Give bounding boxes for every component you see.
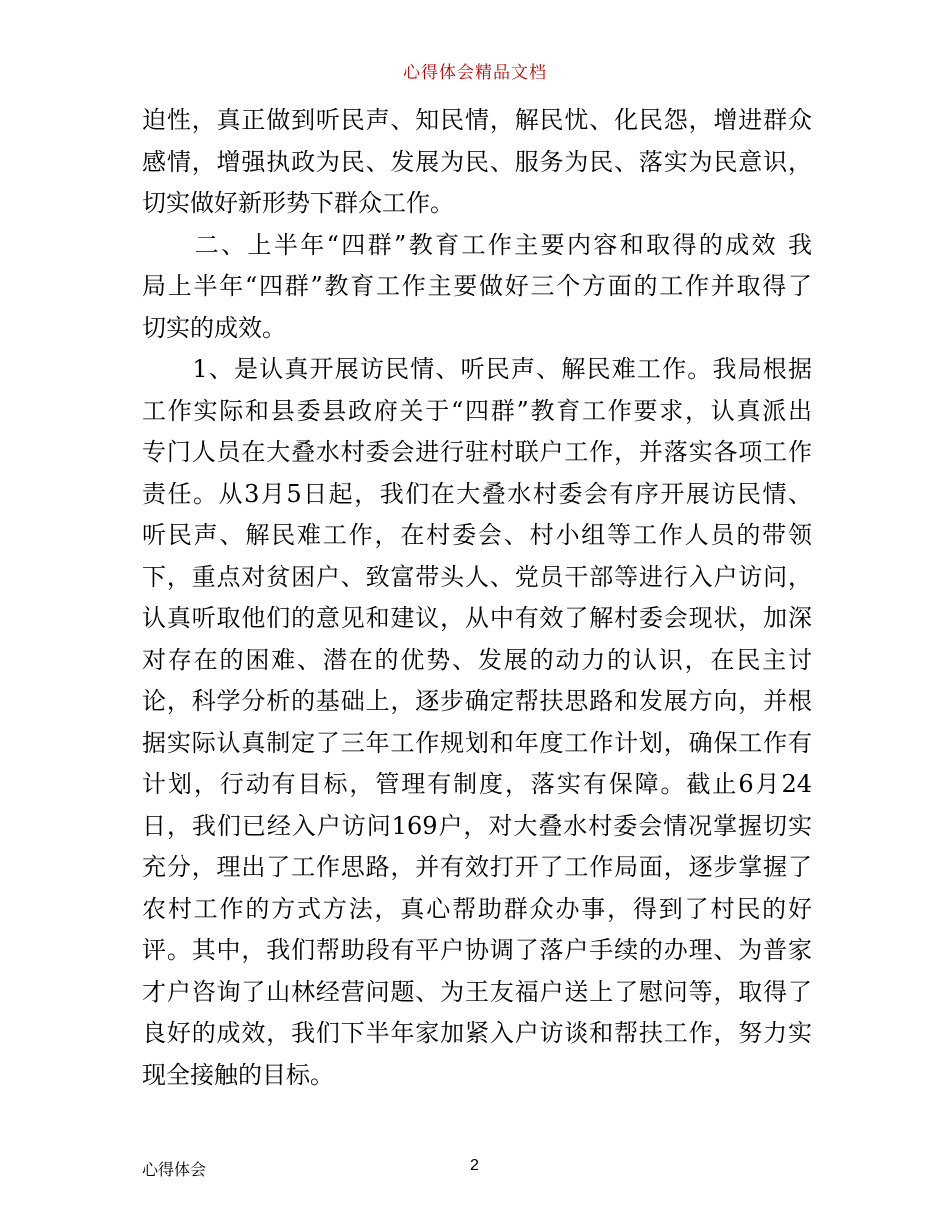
- page-header-title: 心得体会精品文档: [403, 63, 547, 83]
- text-line: 计划，行动有目标，管理有制度，落实有保障。截止6月24: [142, 770, 812, 798]
- text-line: 工作实际和县委县政府关于“四群”教育工作要求，认真派出: [142, 396, 812, 425]
- text-line: 下，重点对贫困户、致富带头人、党员干部等进行入户访问，: [142, 562, 812, 591]
- text-line: 才户咨询了山林经营问题、为王友福户送上了慰问等，取得了: [142, 977, 812, 1006]
- text-line: 二、上半年“四群”教育工作主要内容和取得的成效 我: [142, 230, 812, 259]
- text-line: 日，我们已经入户访问169户，对大叠水村委会情况掌握切实: [142, 811, 812, 840]
- page-number: 2: [470, 1157, 479, 1174]
- text-line: 专门人员在大叠水村委会进行驻村联户工作，并落实各项工作: [142, 438, 812, 466]
- text-line: 听民声、解民难工作，在村委会、村小组等工作人员的带领: [142, 521, 812, 549]
- footer-label: 心得体会: [142, 1160, 207, 1179]
- text-line: 据实际认真制定了三年工作规划和年度工作计划，确保工作有: [142, 728, 812, 757]
- text-line: 感情，增强执政为民、发展为民、服务为民、落实为民意识，: [142, 147, 812, 176]
- text-line: 1、是认真开展访民情、听民声、解民难工作。我局根据: [142, 355, 812, 383]
- document-body: [142, 100, 812, 1096]
- text-line: 迫性，真正做到听民声、知民情，解民忧、化民怨，增进群众: [142, 106, 812, 134]
- text-line: 切实做好新形势下群众工作。: [142, 189, 454, 217]
- text-line: 对存在的困难、潜在的优势、发展的动力的认识，在民主讨: [142, 645, 812, 674]
- text-line: 现全接触的目标。: [142, 1060, 334, 1089]
- text-line: 责任。从3月5日起，我们在大叠水村委会有序开展访民情、: [142, 479, 812, 508]
- text-line: 切实的成效。: [142, 313, 286, 342]
- text-line: 论，科学分析的基础上，逐步确定帮扶思路和发展方向，并根: [142, 687, 812, 715]
- text-line: 充分，理出了工作思路，并有效打开了工作局面，逐步掌握了: [142, 853, 812, 881]
- text-line: 良好的成效，我们下半年家加紧入户访谈和帮扶工作，努力实: [142, 1019, 812, 1047]
- text-line: 农村工作的方式方法，真心帮助群众办事，得到了村民的好: [142, 894, 812, 923]
- text-line: 局上半年“四群”教育工作主要做好三个方面的工作并取得了: [142, 272, 812, 300]
- text-line: 评。其中，我们帮助段有平户协调了落户手续的办理、为普家: [142, 936, 812, 964]
- text-line: 认真听取他们的意见和建议，从中有效了解村委会现状，加深: [142, 604, 812, 632]
